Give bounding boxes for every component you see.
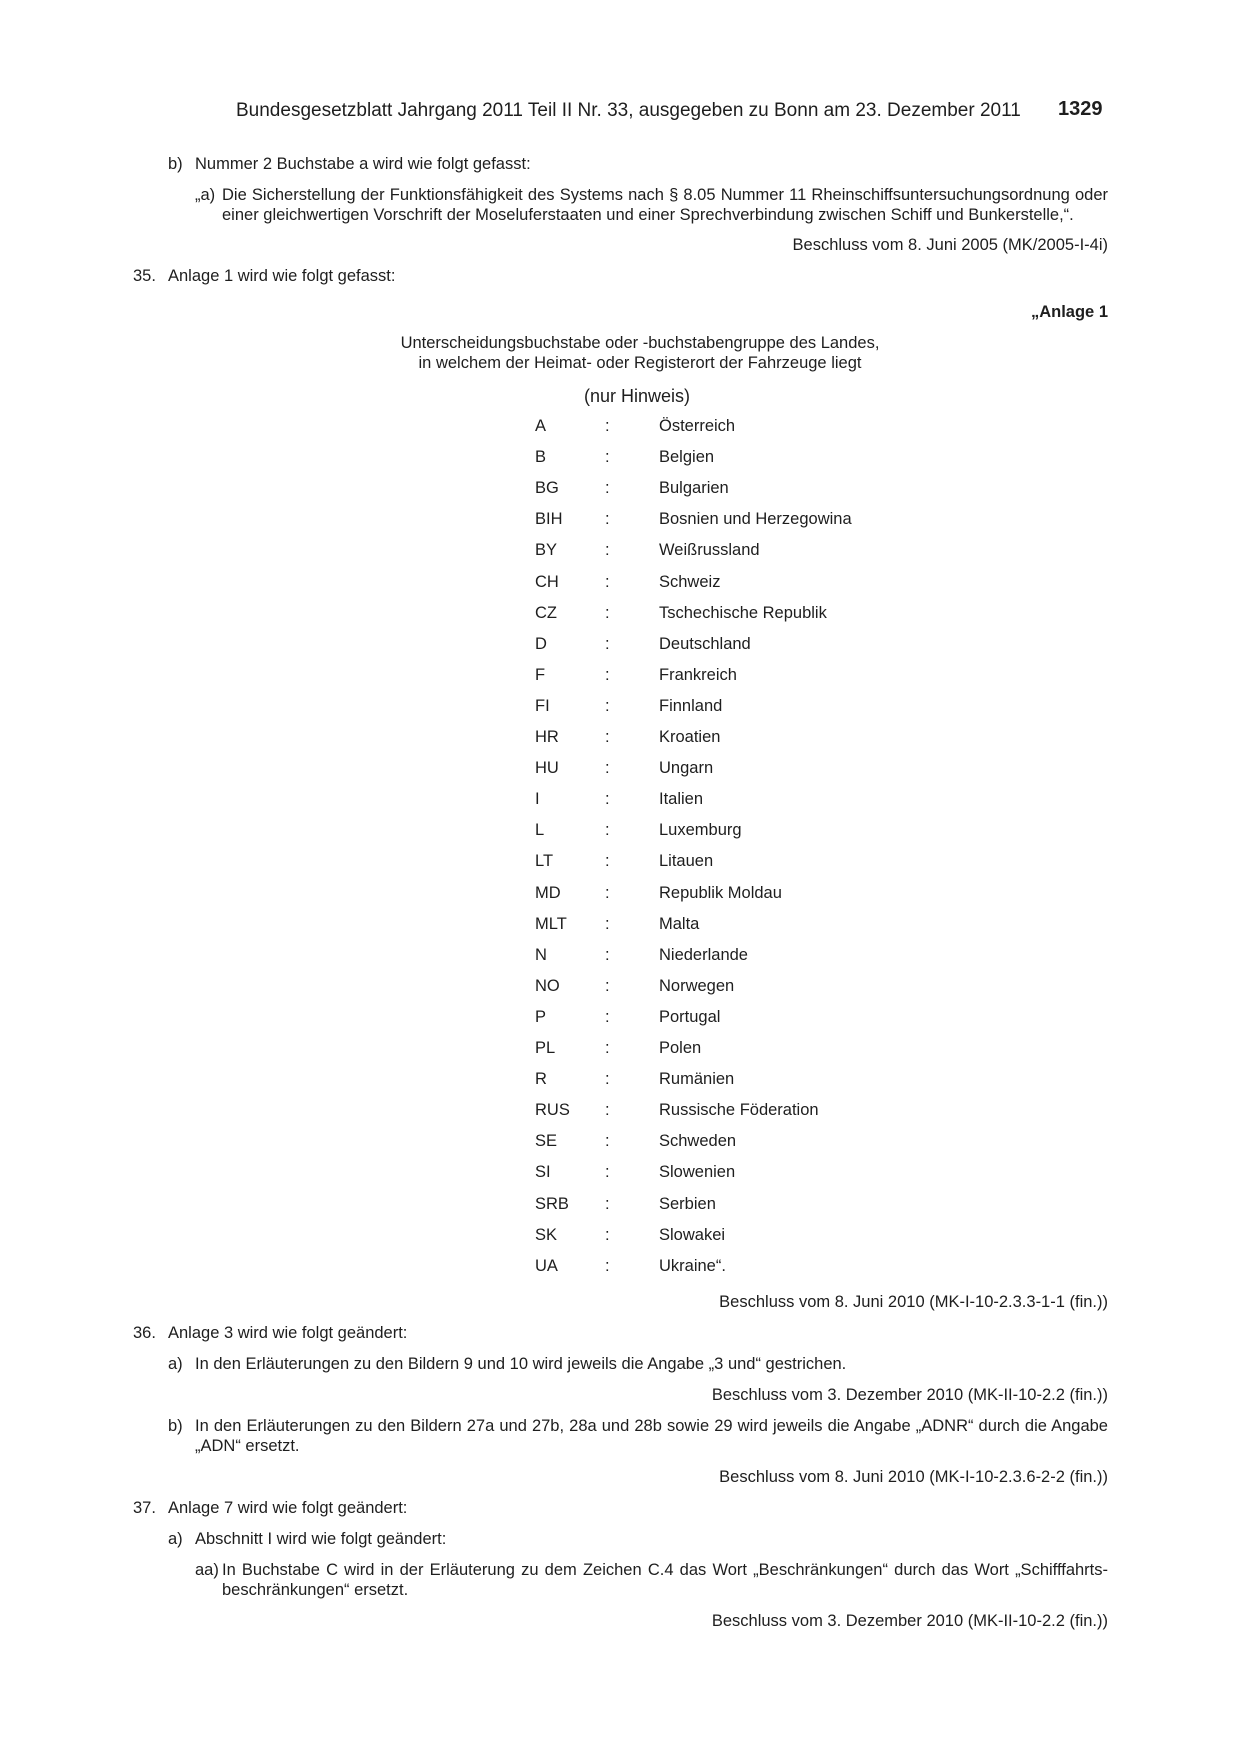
item-b-sub-text: Die Sicherstellung der Funktionsfähigkeit des Systems nach § 8.05 Nummer 11 Rheinschiffsuntersuchungsordnung oder einer gleichwertigen Vorschrift der Moseluferstaaten und einer Sprechverbindung zwischen Schiff und Bunkerstelle,“. (222, 186, 1108, 224)
page-number: 1329 (1058, 98, 1103, 120)
country-name: Norwegen (659, 977, 735, 995)
code-separator: : (605, 635, 610, 653)
annex-heading-line-1: Unterscheidungsbuchstabe oder -buchstabengruppe des Landes, (400, 334, 880, 352)
country-name: Serbien (659, 1195, 716, 1213)
country-code: HU (535, 759, 559, 777)
country-code: BG (535, 479, 559, 497)
country-code: HR (535, 728, 559, 746)
item-36-a-text: In den Erläuterungen zu den Bildern 9 und 10 wird jeweils die Angabe „3 und“ gestrichen. (195, 1355, 847, 1373)
code-separator: : (605, 821, 610, 839)
code-separator: : (605, 1101, 610, 1119)
code-separator: : (605, 417, 610, 435)
country-name: Niederlande (659, 946, 748, 964)
country-code: BIH (535, 510, 563, 528)
country-name: Malta (659, 915, 700, 933)
country-name: Russische Föderation (659, 1101, 819, 1119)
code-separator: : (605, 573, 610, 591)
code-separator: : (605, 448, 610, 466)
code-separator: : (605, 1039, 610, 1057)
item-36-text: Anlage 3 wird wie folgt geändert: (168, 1324, 408, 1342)
country-name: Ukraine“. (659, 1257, 726, 1275)
country-code: L (535, 821, 545, 839)
country-name: Luxemburg (659, 821, 742, 839)
country-code: UA (535, 1257, 558, 1275)
country-name: Österreich (659, 417, 736, 435)
country-code: D (535, 635, 547, 653)
item-36-a-marker: a) (168, 1355, 183, 1373)
code-separator: : (605, 604, 610, 622)
code-separator: : (605, 884, 610, 902)
country-code: RUS (535, 1101, 570, 1119)
item-37-a-marker: a) (168, 1530, 183, 1548)
country-name: Portugal (659, 1008, 721, 1026)
code-separator: : (605, 541, 610, 559)
page-header-title: Bundesgesetzblatt Jahrgang 2011 Teil II Nr. 33, ausgegeben zu Bonn am 23. Dezember 2011 (236, 100, 1021, 121)
code-separator: : (605, 790, 610, 808)
country-name: Rumänien (659, 1070, 735, 1088)
country-code: SE (535, 1132, 558, 1150)
item-36-a-decision: Beschluss vom 3. Dezember 2010 (MK-II-10-2.2 (fin.)) (711, 1386, 1108, 1404)
country-code: F (535, 666, 546, 684)
country-code: MD (535, 884, 561, 902)
country-code: FI (535, 697, 550, 715)
country-code: BY (535, 541, 558, 559)
country-name: Tschechische Republik (659, 604, 827, 622)
country-code: SRB (535, 1195, 569, 1213)
code-separator: : (605, 1257, 610, 1275)
code-separator: : (605, 1226, 610, 1244)
item-37-a-text: Abschnitt I wird wie folgt geändert: (195, 1530, 447, 1548)
code-separator: : (605, 852, 610, 870)
code-separator: : (605, 697, 610, 715)
country-code: NO (535, 977, 560, 995)
item-b-sub-marker: „a) (195, 186, 216, 204)
country-name: Slowakei (659, 1226, 726, 1244)
item-36-b-decision: Beschluss vom 8. Juni 2010 (MK-I-10-2.3.6-2-2 (fin.)) (719, 1468, 1108, 1486)
country-code: B (535, 448, 547, 466)
item-35-number: 35. (133, 267, 156, 285)
country-name: Bulgarien (659, 479, 729, 497)
code-separator: : (605, 666, 610, 684)
code-separator: : (605, 1195, 610, 1213)
country-code: MLT (535, 915, 567, 933)
country-name: Kroatien (659, 728, 721, 746)
annex-note: (nur Hinweis) (584, 386, 691, 406)
country-code: LT (535, 852, 554, 870)
country-code: CZ (535, 604, 557, 622)
country-name: Litauen (659, 852, 714, 870)
country-code: A (535, 417, 547, 435)
country-name: Belgien (659, 448, 715, 466)
country-code: SI (535, 1163, 551, 1181)
country-name: Schweden (659, 1132, 737, 1150)
item-36-number: 36. (133, 1324, 156, 1342)
code-separator: : (605, 946, 610, 964)
item-b-text: Nummer 2 Buchstabe a wird wie folgt gefasst: (195, 155, 531, 173)
code-separator: : (605, 759, 610, 777)
annex-1-label: „Anlage 1 (1030, 303, 1108, 321)
country-name: Finnland (659, 697, 723, 715)
country-code: I (535, 790, 540, 808)
code-separator: : (605, 510, 610, 528)
country-name: Deutschland (659, 635, 751, 653)
item-37-aa-marker: aa) (195, 1561, 219, 1579)
item-37-text: Anlage 7 wird wie folgt geändert: (168, 1499, 408, 1517)
country-name: Republik Moldau (659, 884, 782, 902)
code-separator: : (605, 915, 610, 933)
country-code: CH (535, 573, 559, 591)
country-code: N (535, 946, 547, 964)
code-separator: : (605, 479, 610, 497)
decision-2005: Beschluss vom 8. Juni 2005 (MK/2005-I-4i) (792, 236, 1108, 254)
code-separator: : (605, 977, 610, 995)
country-code: PL (535, 1039, 556, 1057)
country-name: Weißrussland (659, 541, 760, 559)
country-name: Schweiz (659, 573, 721, 591)
item-37-aa-decision: Beschluss vom 3. Dezember 2010 (MK-II-10-2.2 (fin.)) (711, 1612, 1108, 1630)
country-name: Ungarn (659, 759, 714, 777)
decision-2010-annex-1: Beschluss vom 8. Juni 2010 (MK-I-10-2.3.3-1-1 (fin.)) (719, 1293, 1108, 1311)
country-name: Frankreich (659, 666, 737, 684)
country-name: Bosnien und Herzegowina (659, 510, 852, 528)
country-code: P (535, 1008, 547, 1026)
item-37-aa-text: In Buchstabe C wird in der Erläuterung zu dem Zeichen C.4 das Wort „Beschränkungen“ durch das Wort „Schifffahrtsbeschränkungen“ ersetzt. (222, 1561, 1108, 1599)
item-37-number: 37. (133, 1499, 156, 1517)
item-35-text: Anlage 1 wird wie folgt gefasst: (168, 267, 396, 285)
code-separator: : (605, 728, 610, 746)
code-separator: : (605, 1070, 610, 1088)
country-name: Italien (659, 790, 704, 808)
item-b-marker: b) (168, 155, 183, 173)
country-code: SK (535, 1226, 558, 1244)
code-separator: : (605, 1008, 610, 1026)
annex-heading-line-2: in welchem der Heimat- oder Registerort der Fahrzeuge liegt (418, 354, 862, 372)
item-36-b-text: In den Erläuterungen zu den Bildern 27a und 27b, 28a und 28b sowie 29 wird jeweils die Angabe „ADNR“ durch die Angabe „ADN“ ersetzt. (195, 1417, 1108, 1455)
code-separator: : (605, 1163, 610, 1181)
country-name: Slowenien (659, 1163, 736, 1181)
country-code: R (535, 1070, 547, 1088)
code-separator: : (605, 1132, 610, 1150)
country-name: Polen (659, 1039, 702, 1057)
item-36-b-marker: b) (168, 1417, 183, 1435)
